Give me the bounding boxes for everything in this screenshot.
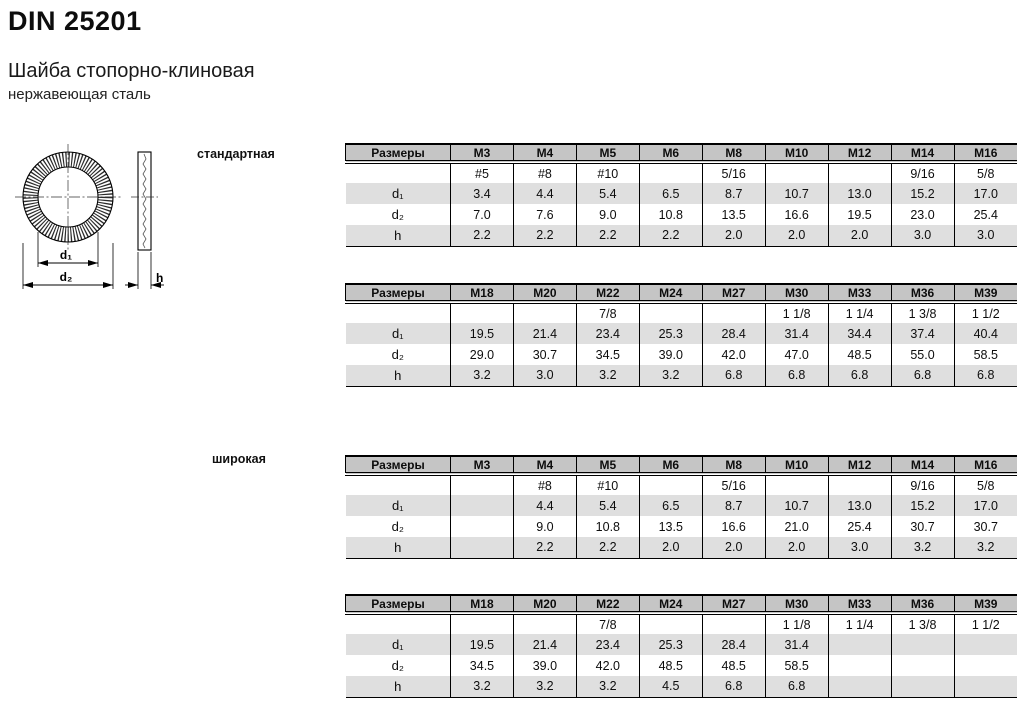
size-column-header: M14	[891, 456, 954, 474]
size-column-header: M4	[513, 456, 576, 474]
value-cell: 29.0	[451, 344, 514, 365]
standard-variant-label: стандартная	[197, 147, 275, 161]
value-cell: 3.0	[891, 225, 954, 246]
table-row	[346, 655, 1017, 676]
value-cell	[639, 302, 702, 323]
value-cell: 2.0	[702, 537, 765, 558]
value-cell: 7/8	[576, 613, 639, 634]
value-cell: 13.0	[828, 183, 891, 204]
row-label	[346, 302, 451, 323]
table-row	[346, 183, 1017, 204]
value-cell: 23.0	[891, 204, 954, 225]
value-cell: 5/8	[977, 478, 995, 493]
value-cell	[891, 676, 954, 697]
value-cell: 2.2	[513, 537, 576, 558]
value-cell: 5.4	[576, 183, 639, 204]
value-cell: 39.0	[513, 655, 576, 676]
value-cell: 48.5	[639, 655, 702, 676]
table-header-row	[346, 284, 1017, 302]
value-cell: 9/16	[891, 474, 954, 495]
row-label: d₂	[346, 204, 451, 225]
dimensions-column-header: Размеры	[346, 284, 451, 302]
value-cell: 2.0	[828, 225, 891, 246]
dimension-h	[125, 252, 164, 289]
washer-technical-drawing	[0, 140, 300, 300]
value-cell: 6.5	[639, 183, 702, 204]
value-cell: 21.0	[765, 516, 828, 537]
row-label: h	[346, 537, 451, 558]
document-header	[8, 6, 142, 37]
value-cell: 30.7	[513, 344, 576, 365]
value-cell: 2.0	[765, 225, 828, 246]
value-cell: #10	[576, 162, 639, 183]
row-label	[346, 474, 451, 495]
value-cell: 13.5	[702, 204, 765, 225]
value-cell	[451, 537, 514, 558]
size-column-header: M27	[702, 284, 765, 302]
value-cell: #5	[451, 162, 514, 183]
value-cell: #8	[513, 162, 576, 183]
value-cell: 40.4	[954, 323, 1017, 344]
size-column-header: M6	[639, 456, 702, 474]
value-cell: 3.2	[576, 676, 639, 697]
value-cell: 34.5	[451, 655, 514, 676]
value-cell	[891, 655, 954, 676]
value-cell: 16.6	[765, 204, 828, 225]
size-column-header: M6	[639, 144, 702, 162]
value-cell: 6.5	[639, 495, 702, 516]
value-cell: 25.4	[828, 516, 891, 537]
value-cell: 3.0	[954, 225, 1017, 246]
value-cell: 6.8	[702, 365, 765, 386]
value-cell: 7.6	[513, 204, 576, 225]
value-cell	[765, 162, 828, 183]
value-cell	[828, 474, 891, 495]
dimensions-table-standard-m3-m16	[345, 143, 1017, 247]
table-row	[346, 344, 1017, 365]
value-cell: 25.3	[639, 323, 702, 344]
value-cell: 34.5	[576, 344, 639, 365]
table-header-row	[346, 144, 1017, 162]
value-cell	[639, 162, 702, 183]
value-cell: 31.4	[765, 634, 828, 655]
value-cell: 13.5	[639, 516, 702, 537]
value-cell: 4.4	[513, 495, 576, 516]
value-cell: 34.4	[828, 323, 891, 344]
value-cell: 31.4	[765, 323, 828, 344]
table-row	[346, 365, 1017, 386]
table-row	[346, 474, 1017, 495]
size-column-header: M27	[702, 595, 765, 613]
value-cell: 2.0	[765, 537, 828, 558]
size-column-header: M8	[702, 456, 765, 474]
value-cell	[451, 495, 514, 516]
row-label: d₁	[346, 634, 451, 655]
value-cell: 1 1/2	[971, 617, 1000, 632]
value-cell: 3.2	[891, 537, 954, 558]
size-column-header: M18	[451, 595, 514, 613]
value-cell: 15.2	[891, 183, 954, 204]
row-label: d₁	[346, 495, 451, 516]
value-cell: 10.8	[576, 516, 639, 537]
value-cell	[451, 474, 514, 495]
value-cell: 3.2	[451, 365, 514, 386]
value-cell: 17.0	[954, 183, 1017, 204]
size-column-header: M3	[451, 144, 514, 162]
value-cell	[639, 613, 702, 634]
value-cell: 8.7	[702, 183, 765, 204]
value-cell: 6.8	[891, 365, 954, 386]
value-cell: 1 1/2	[971, 306, 1000, 321]
value-cell: 9.0	[513, 516, 576, 537]
table-row	[346, 323, 1017, 344]
value-cell	[513, 302, 576, 323]
table-row	[346, 495, 1017, 516]
serration-profile	[143, 154, 146, 248]
size-column-header: M24	[639, 595, 702, 613]
value-cell: 6.8	[702, 676, 765, 697]
value-cell	[639, 474, 702, 495]
value-cell: 48.5	[702, 655, 765, 676]
value-cell: 5/16	[702, 474, 765, 495]
table-header-row	[346, 595, 1017, 613]
value-cell: 21.4	[513, 323, 576, 344]
d2-dimension-label: d₂	[59, 270, 73, 284]
table-row	[346, 676, 1017, 697]
size-column-header: M16	[954, 144, 1017, 162]
value-cell: 19.5	[451, 634, 514, 655]
standard-number: DIN 25201	[8, 6, 142, 36]
size-column-header: M33	[828, 284, 891, 302]
value-cell: 10.8	[639, 204, 702, 225]
size-column-header: M5	[576, 144, 639, 162]
value-cell: 19.5	[451, 323, 514, 344]
value-cell	[513, 613, 576, 634]
size-column-header: M30	[765, 595, 828, 613]
size-column-header: M33	[828, 595, 891, 613]
value-cell: 28.4	[702, 323, 765, 344]
size-column-header: M24	[639, 284, 702, 302]
value-cell: 30.7	[973, 519, 998, 534]
value-cell: 9/16	[891, 162, 954, 183]
value-cell: 42.0	[576, 655, 639, 676]
size-column-header: M10	[765, 144, 828, 162]
value-cell: #10	[576, 474, 639, 495]
value-cell: 21.4	[513, 634, 576, 655]
size-column-header: M36	[891, 284, 954, 302]
row-label: h	[346, 676, 451, 697]
h-dimension-label: h	[156, 271, 164, 285]
value-cell: 23.4	[576, 323, 639, 344]
wide-variant-label: широкая	[212, 452, 266, 466]
value-cell: 17.0	[954, 495, 1017, 516]
value-cell: 2.2	[576, 225, 639, 246]
value-cell: 4.4	[513, 183, 576, 204]
value-cell: 39.0	[639, 344, 702, 365]
value-cell	[451, 516, 514, 537]
value-cell: 3.0	[513, 365, 576, 386]
value-cell: 6.8	[765, 365, 828, 386]
value-cell: 5.4	[576, 495, 639, 516]
value-cell: 48.5	[828, 344, 891, 365]
size-column-header: M8	[702, 144, 765, 162]
row-label: d₂	[346, 344, 451, 365]
value-cell: 5/16	[702, 162, 765, 183]
size-column-header: M14	[891, 144, 954, 162]
size-column-header: M39	[954, 284, 1017, 302]
size-column-header: M4	[513, 144, 576, 162]
size-column-header: M12	[828, 144, 891, 162]
size-column-header: M30	[765, 284, 828, 302]
value-cell: 25.3	[639, 634, 702, 655]
dimensions-column-header: Размеры	[346, 144, 451, 162]
table-header-row	[346, 456, 1017, 474]
value-cell	[765, 474, 828, 495]
value-cell: 16.6	[702, 516, 765, 537]
size-column-header: M36	[891, 595, 954, 613]
value-cell: 4.5	[639, 676, 702, 697]
value-cell: 42.0	[702, 344, 765, 365]
d1-dimension-label: d₁	[59, 248, 73, 262]
value-cell: 13.0	[828, 495, 891, 516]
row-label: h	[346, 225, 451, 246]
table-row	[346, 537, 1017, 558]
value-cell: 25.4	[973, 207, 998, 222]
table-row	[346, 204, 1017, 225]
value-cell	[702, 613, 765, 634]
value-cell	[891, 634, 954, 655]
value-cell: 3.2	[954, 537, 1017, 558]
size-column-header: M10	[765, 456, 828, 474]
size-column-header: M18	[451, 284, 514, 302]
value-cell: 2.2	[513, 225, 576, 246]
value-cell: 3.4	[451, 183, 514, 204]
value-cell: 9.0	[576, 204, 639, 225]
value-cell: 6.8	[765, 676, 828, 697]
washer-front-view	[15, 144, 123, 252]
value-cell: 2.2	[451, 225, 514, 246]
table-row	[346, 162, 1017, 183]
row-label	[346, 613, 451, 634]
size-column-header: M20	[513, 284, 576, 302]
row-label: d₂	[346, 655, 451, 676]
value-cell: 30.7	[891, 516, 954, 537]
value-cell: 1 1/4	[828, 613, 891, 634]
value-cell: 2.2	[576, 537, 639, 558]
value-cell: 7.0	[451, 204, 514, 225]
value-cell: 3.2	[513, 676, 576, 697]
value-cell: 3.2	[451, 676, 514, 697]
value-cell	[828, 162, 891, 183]
value-cell: 6.8	[828, 365, 891, 386]
value-cell: #8	[513, 474, 576, 495]
value-cell: 5/8	[977, 166, 995, 181]
value-cell	[451, 302, 514, 323]
value-cell: 47.0	[765, 344, 828, 365]
table-row	[346, 302, 1017, 323]
size-column-header: M12	[828, 456, 891, 474]
size-column-header: M22	[576, 284, 639, 302]
value-cell: 1 1/8	[765, 613, 828, 634]
value-cell: 7/8	[576, 302, 639, 323]
value-cell: 1 1/4	[828, 302, 891, 323]
size-column-header: M20	[513, 595, 576, 613]
value-cell: 15.2	[891, 495, 954, 516]
value-cell: 6.8	[954, 365, 1017, 386]
value-cell: 58.5	[973, 347, 998, 362]
document-title: Шайба стопорно-клиновая	[8, 60, 255, 82]
value-cell	[828, 634, 891, 655]
value-cell: 1 3/8	[891, 302, 954, 323]
value-cell	[828, 655, 891, 676]
dimensions-column-header: Размеры	[346, 595, 451, 613]
value-cell: 23.4	[576, 634, 639, 655]
table-row	[346, 516, 1017, 537]
value-cell: 8.7	[702, 495, 765, 516]
dimensions-table-wide-m18-m39	[345, 594, 1017, 698]
value-cell	[954, 634, 1017, 655]
row-label: d₁	[346, 183, 451, 204]
size-column-header: M16	[954, 456, 1017, 474]
size-column-header: M39	[954, 595, 1017, 613]
value-cell: 10.7	[765, 495, 828, 516]
row-label: d₂	[346, 516, 451, 537]
value-cell	[828, 676, 891, 697]
size-column-header: M22	[576, 595, 639, 613]
value-cell: 3.2	[576, 365, 639, 386]
table-row	[346, 225, 1017, 246]
value-cell: 28.4	[702, 634, 765, 655]
value-cell: 37.4	[891, 323, 954, 344]
size-column-header: M3	[451, 456, 514, 474]
value-cell: 2.0	[639, 537, 702, 558]
row-label: h	[346, 365, 451, 386]
value-cell: 10.7	[765, 183, 828, 204]
value-cell: 58.5	[765, 655, 828, 676]
size-column-header: M5	[576, 456, 639, 474]
value-cell: 1 1/8	[765, 302, 828, 323]
row-label	[346, 162, 451, 183]
table-row	[346, 634, 1017, 655]
value-cell	[451, 613, 514, 634]
value-cell	[954, 655, 1017, 676]
material-subtitle: нержавеющая сталь	[8, 86, 151, 103]
table-row	[346, 613, 1017, 634]
dimensions-table-standard-m18-m39	[345, 283, 1017, 387]
dimensions-column-header: Размеры	[346, 456, 451, 474]
value-cell: 2.2	[639, 225, 702, 246]
value-cell: 2.0	[702, 225, 765, 246]
dimensions-table-wide-m3-m16	[345, 455, 1017, 559]
value-cell: 1 3/8	[891, 613, 954, 634]
value-cell: 3.0	[828, 537, 891, 558]
value-cell	[954, 676, 1017, 697]
row-label: d₁	[346, 323, 451, 344]
value-cell: 19.5	[828, 204, 891, 225]
washer-side-view	[131, 152, 158, 250]
value-cell	[702, 302, 765, 323]
value-cell: 55.0	[891, 344, 954, 365]
value-cell: 3.2	[639, 365, 702, 386]
